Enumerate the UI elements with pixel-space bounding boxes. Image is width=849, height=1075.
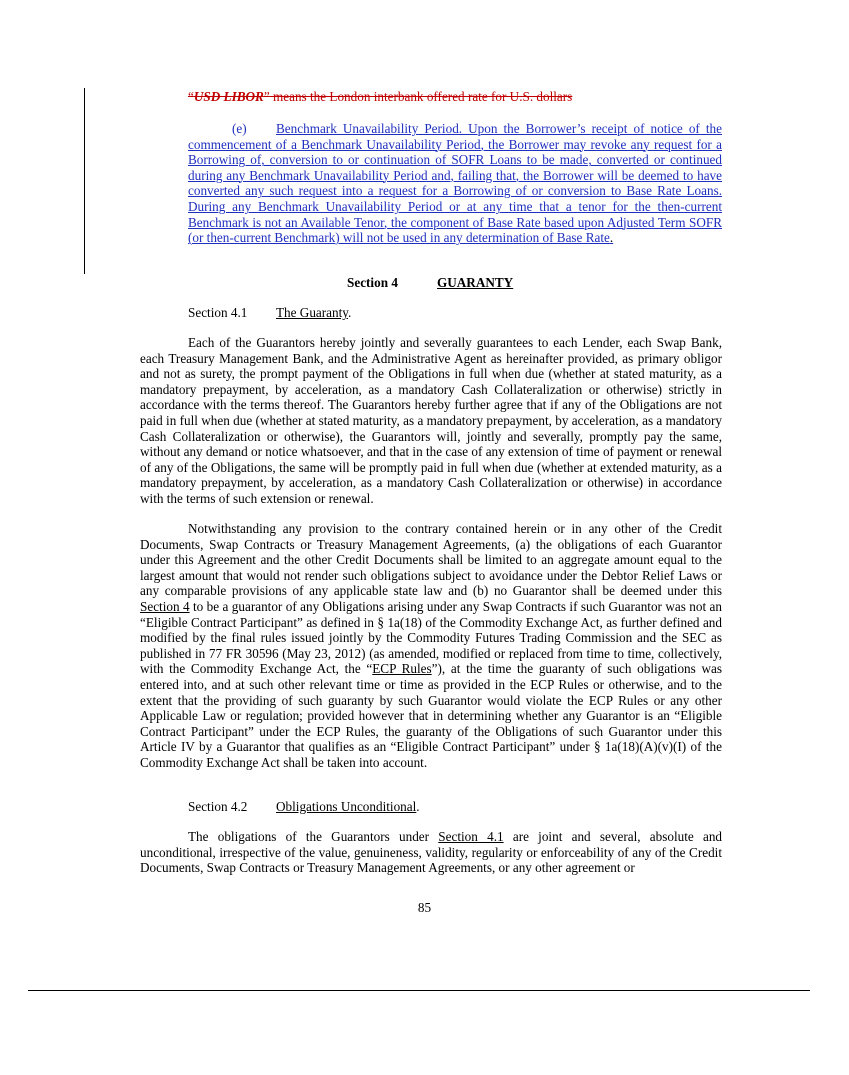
section-4-1-number: Section 4.1 <box>188 305 248 320</box>
footer-rule <box>28 990 810 991</box>
section-4-2-number: Section 4.2 <box>188 799 248 814</box>
inserted-clause-end: . <box>609 230 614 246</box>
section-4-2-heading <box>188 799 420 815</box>
paragraph-notwithstanding <box>140 521 722 771</box>
section-heading-title: GUARANTY <box>437 275 514 290</box>
section-4-1-heading <box>188 305 351 321</box>
paragraph-obligations-unconditional <box>140 829 722 876</box>
deleted-term-close-quote: ” <box>263 89 270 104</box>
inserted-clause-text: Benchmark Unavailability Period. Upon the Borrower’s receipt of notice of the commencement of a Benchmark Unavailability Period, the Borrower may revoke any request for a Borrowing of, conversion to or continuation of SOFR Loans to be made, converted or continued during any Benchmark Unavailability Period and, failing that, the Borrower will be deemed to have converted any such request into a request for a Borrowing of or conversion to Base Rate Loans. During any Benchmark Unavailability Period or at any time that a tenor for the then-current Benchmark is not an Available Tenor, the component of Base Rate based upon Adjusted Term SOFR (or then-current Benchmark) will not be used in any determination of Base Rate <box>188 121 722 246</box>
inserted-clause-letter: (e) <box>232 121 247 136</box>
section-heading-number: Section 4 <box>347 275 398 290</box>
section-4-2-title: Obligations Unconditional <box>276 799 417 814</box>
paragraph-guaranty: Each of the Guarantors hereby jointly and severally guarantees to each Lender, each Swap Bank, each Treasury Management Bank, and the Administrative Agent as hereinafter provided, as primary obligor and not as surety, the prompt payment of the Obligations in full when due (whether at stated maturity, as a mandatory prepayment, by acceleration, as a mandatory Cash Collateralization or otherwise) strictly in accordance with the terms thereof. The Guarantors hereby further agree that if any of the Obligations are not paid in full when due (whether at stated maturity, as a mandatory prepayment, by acceleration, as a mandatory Cash Collateralization or otherwise), the Guarantors will, jointly and severally, promptly pay the same, without any demand or notice whatsoever, and that in the case of any extension of time of payment or renewal of any of the Obligations, the same will be promptly paid in full when due (whether at extended maturity, as a mandatory prepayment, by acceleration, as a mandatory Cash Collateralization or otherwise) in accordance with the terms of such extension or renewal. <box>140 335 722 506</box>
section-4-link[interactable]: Section 4 <box>140 598 190 614</box>
section-4-1-title-end: . <box>348 305 352 320</box>
ecp-rules-link[interactable]: ECP Rules <box>372 661 432 677</box>
deleted-definition <box>188 89 728 105</box>
deleted-term: USD LIBOR <box>193 89 264 104</box>
deleted-term-open-quote: “ <box>188 89 194 104</box>
change-bar <box>84 88 85 274</box>
paragraph-3-part-b: are joint and several, absolute and unconditional, irrespective of the value, genuineness, validity, regularity or enforceability of any of the Credit Documents, Swap Contracts or Treasury Management Agreements, or any other agreement or <box>140 829 723 876</box>
section-4-2-title-end: . <box>416 799 420 814</box>
paragraph-2-part-b: to be a guarantor of any Obligations arising under any Swap Contracts if such Guarantor was not an “Eligible Contract Participant” as defined in § 1a(18) of the Commodity Exchange Act, as further defined and modified by the final rules issued jointly by the Commodity Futures Trading Commission and the SEC as published in 77 FR 30596 (May 23, 2012) (as amended, modified or replaced from time to time, collectively, with the Commodity Exchange Act, the “ <box>140 598 723 677</box>
inserted-clause <box>188 121 722 246</box>
paragraph-2-part-c: ”), at the time the guaranty of such obligations was entered into, and at such other relevant time or time as provided in the ECP Rules or otherwise, and to the extent that the providing of such guaranty by such Guarantor would violate the ECP Rules or any other Applicable Law or regulation; provided however that in determining whether any Guarantor is an “Eligible Contract Participant” under the ECP Rules, the guaranty of the Obligations of such Guarantor under this Article IV by a Guarantor that qualifies as an “Eligible Contract Participant” under § 1a(18)(A)(v)(I) of the Commodity Exchange Act shall be taken into account. <box>140 661 722 770</box>
deleted-definition-text: means the London interbank offered rate for U.S. dollars <box>269 89 573 104</box>
page-number: 85 <box>417 900 432 915</box>
paragraph-3-part-a: The obligations of the Guarantors under <box>188 829 439 844</box>
section-4-1-link[interactable]: Section 4.1 <box>438 829 504 844</box>
paragraph-2-part-a: Notwithstanding any provision to the contrary contained herein or in any other of the Credit Documents, Swap Contracts or Treasury Management Agreements, (a) the obligations of each Guarantor under this Agreement and the other Credit Documents shall be limited to an aggregate amount equal to the largest amount that would not render such obligations subject to avoidance under the Debtor Relief Laws or any comparable provisions of any applicable state law and (b) no Guarantor shall be deemed under this <box>140 521 722 599</box>
section-4-1-title: The Guaranty <box>276 305 349 320</box>
